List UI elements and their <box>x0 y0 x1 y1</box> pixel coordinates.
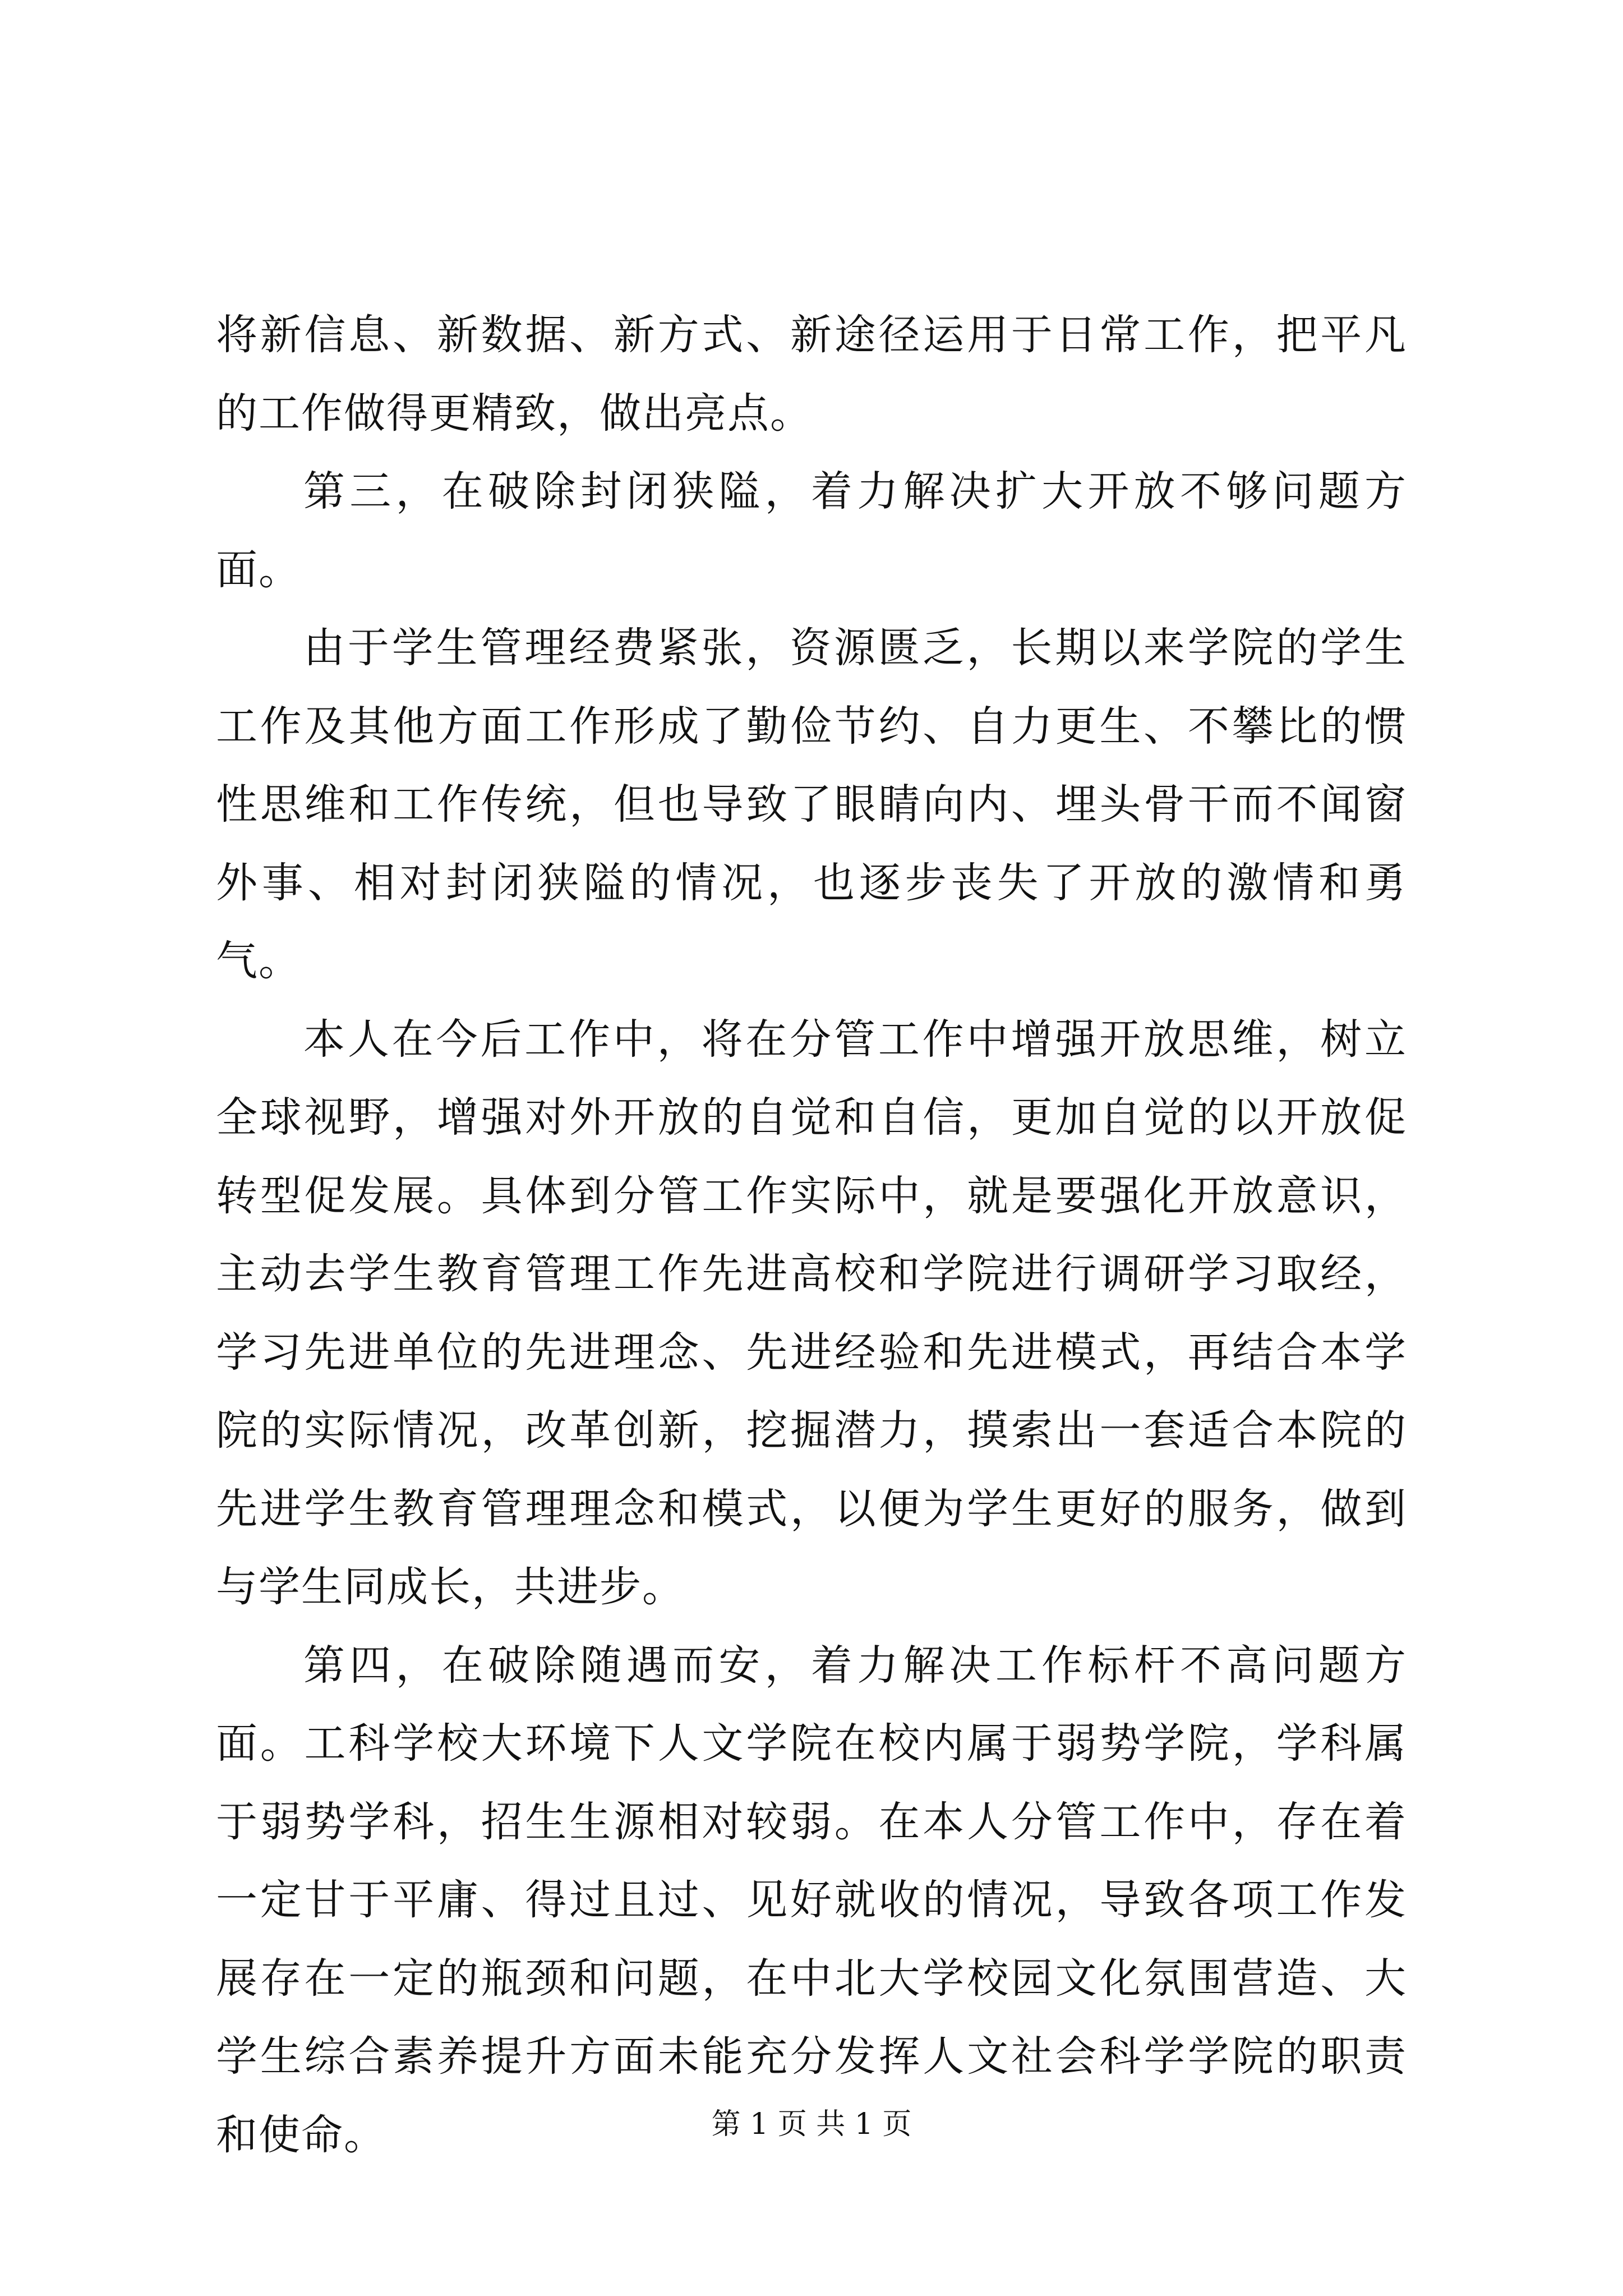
page-footer: 第 1 页 共 1 页 <box>711 2108 912 2141</box>
paragraph-5: 第四，在破除随遇而安，着力解决工作标杆不高问题方面。工科学校大环境下人文学院在校内属于弱势学院，学科属于弱势学科，招生生源相对较弱。在本人分管工作中，存在着一定甘于平庸、得过且过、见好就收的情况，导致各项工作发展存在一定的瓶颈和问题，在中北大学校园文化氛围营造、大学生综合素养提升方面未能充分发挥人文社会科学学院的职责和使命。 <box>216 1641 1407 2159</box>
document-body <box>216 296 1407 2174</box>
paragraph-4: 本人在今后工作中，将在分管工作中增强开放思维，树立全球视野，增强对外开放的自觉和自信，更加自觉的以开放促转型促发展。具体到分管工作实际中，就是要强化开放意识，主动去学生教育管理工作先进高校和学院进行调研学习取经，学习先进单位的先进理念、先进经验和先进模式，再结合本学院的实际情况，改革创新，挖掘潜力，摸索出一套适合本院的先进学生教育管理理念和模式，以便为学生更好的服务，做到与学生同成长，共进步。 <box>216 1015 1407 1611</box>
paragraph-3: 由于学生管理经费紧张，资源匮乏，长期以来学院的学生工作及其他方面工作形成了勤俭节约、自力更生、不攀比的惯性思维和工作传统，但也导致了眼睛向内、埋头骨干而不闻窗外事、相对封闭狭隘的情况，也逐步丧失了开放的激情和勇气。 <box>216 624 1407 985</box>
paragraph-1: 将新信息、新数据、新方式、新途径运用于日常工作，把平凡的工作做得更精致，做出亮点。 <box>216 311 1407 438</box>
paragraph-2: 第三，在破除封闭狭隘，着力解决扩大开放不够问题方面。 <box>216 467 1407 594</box>
